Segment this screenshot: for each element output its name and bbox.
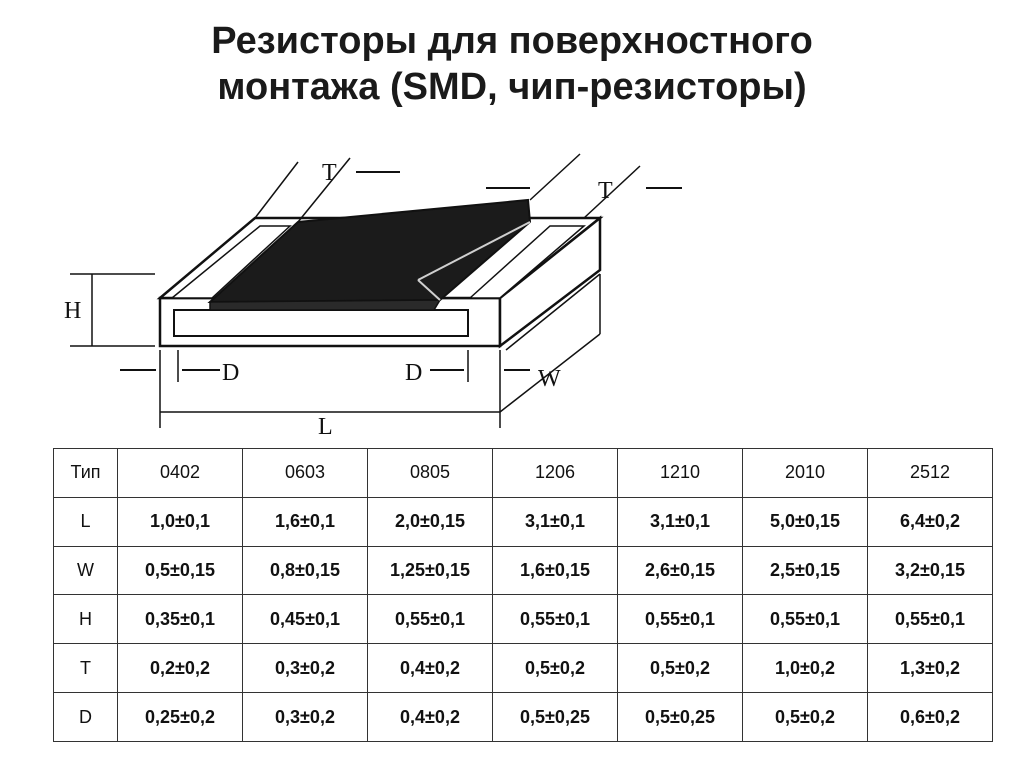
table-row bbox=[54, 546, 993, 595]
page-title bbox=[0, 18, 1024, 110]
row-param: H bbox=[54, 595, 118, 644]
table-cell: 2,0±0,15 bbox=[368, 497, 493, 546]
table-cell: 0,5±0,15 bbox=[118, 546, 243, 595]
label-T-right: T bbox=[598, 178, 613, 204]
table-header-row bbox=[54, 449, 993, 498]
header-size: 0603 bbox=[243, 449, 368, 498]
table-cell: 3,1±0,1 bbox=[618, 497, 743, 546]
table-cell: 0,5±0,25 bbox=[618, 693, 743, 742]
table-cell: 0,5±0,25 bbox=[493, 693, 618, 742]
label-W: W bbox=[538, 366, 561, 392]
table-cell: 0,4±0,2 bbox=[368, 693, 493, 742]
table-cell: 1,6±0,15 bbox=[493, 546, 618, 595]
header-size: 0402 bbox=[118, 449, 243, 498]
resistive-layer-front bbox=[210, 300, 440, 310]
label-L: L bbox=[318, 414, 333, 440]
label-H: H bbox=[64, 298, 82, 324]
table-cell: 0,35±0,1 bbox=[118, 595, 243, 644]
table-cell: 3,2±0,15 bbox=[868, 546, 993, 595]
label-D-right: D bbox=[405, 360, 423, 386]
table-cell: 0,8±0,15 bbox=[243, 546, 368, 595]
table-cell: 0,55±0,1 bbox=[493, 595, 618, 644]
header-size: 2512 bbox=[868, 449, 993, 498]
table-cell: 2,5±0,15 bbox=[743, 546, 868, 595]
table-cell: 0,55±0,1 bbox=[618, 595, 743, 644]
row-param: D bbox=[54, 693, 118, 742]
smd-resistor-diagram bbox=[60, 150, 700, 440]
table-cell: 0,3±0,2 bbox=[243, 693, 368, 742]
table-cell: 1,0±0,2 bbox=[743, 644, 868, 693]
title-line-2: монтажа (SMD, чип-резисторы) bbox=[217, 66, 807, 108]
table-cell: 0,55±0,1 bbox=[368, 595, 493, 644]
label-D-left: D bbox=[222, 360, 240, 386]
table-cell: 1,3±0,2 bbox=[868, 644, 993, 693]
header-size: 1210 bbox=[618, 449, 743, 498]
title-line-1: Резисторы для поверхностного bbox=[211, 20, 813, 62]
label-T-top: T bbox=[322, 160, 337, 186]
header-size: 1206 bbox=[493, 449, 618, 498]
table-row bbox=[54, 497, 993, 546]
table-cell: 0,4±0,2 bbox=[368, 644, 493, 693]
table-cell: 6,4±0,2 bbox=[868, 497, 993, 546]
table-cell: 2,6±0,15 bbox=[618, 546, 743, 595]
dimensions-table bbox=[53, 448, 993, 742]
table-cell: 1,6±0,1 bbox=[243, 497, 368, 546]
row-param: W bbox=[54, 546, 118, 595]
table-cell: 5,0±0,15 bbox=[743, 497, 868, 546]
header-size: 2010 bbox=[743, 449, 868, 498]
table-cell: 0,2±0,2 bbox=[118, 644, 243, 693]
table-cell: 0,25±0,2 bbox=[118, 693, 243, 742]
row-param: L bbox=[54, 497, 118, 546]
table-cell: 0,55±0,1 bbox=[868, 595, 993, 644]
table-cell: 1,0±0,1 bbox=[118, 497, 243, 546]
table-cell: 0,55±0,1 bbox=[743, 595, 868, 644]
row-param: T bbox=[54, 644, 118, 693]
chip-front-inner bbox=[174, 310, 468, 336]
table-cell: 1,25±0,15 bbox=[368, 546, 493, 595]
resistor-drawing bbox=[60, 150, 700, 440]
table-row bbox=[54, 595, 993, 644]
header-type-label: Тип bbox=[54, 449, 118, 498]
table-cell: 0,45±0,1 bbox=[243, 595, 368, 644]
table-cell: 3,1±0,1 bbox=[493, 497, 618, 546]
header-size: 0805 bbox=[368, 449, 493, 498]
table-row bbox=[54, 693, 993, 742]
table-row bbox=[54, 644, 993, 693]
table-cell: 0,5±0,2 bbox=[493, 644, 618, 693]
table-cell: 0,3±0,2 bbox=[243, 644, 368, 693]
table-cell: 0,5±0,2 bbox=[618, 644, 743, 693]
table-cell: 0,5±0,2 bbox=[743, 693, 868, 742]
table-cell: 0,6±0,2 bbox=[868, 693, 993, 742]
